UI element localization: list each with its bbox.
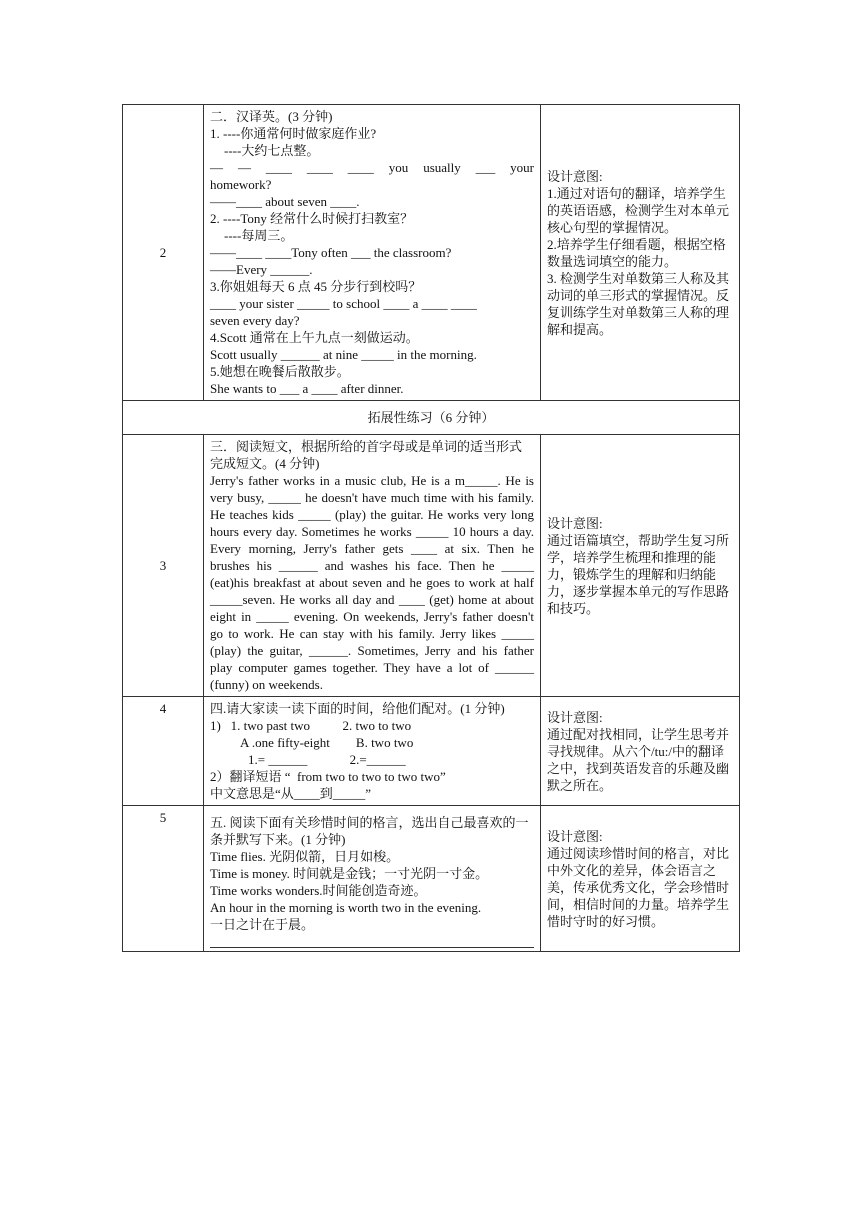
table-row-4 [123,697,740,806]
intent-label: 设计意图: [547,168,603,184]
matching-line: 1.= ______ 2.=______ [248,752,406,767]
intent-text: 3. 检测学生对单数第三人称及其动词的单三形式的掌握情况。反复训练学生对单数第三人称的理解和提高。 [547,270,730,337]
proverb-line: Time is money. 时间就是金钱；一寸光阴一寸金。 [210,866,489,881]
row-number: 2 [123,105,204,401]
design-intent [541,697,740,806]
exercise-matching [204,697,541,806]
exercise-proverbs [204,806,541,952]
matching-line: 中文意思是“从____到_____” [210,786,372,801]
row-number: 3 [123,435,204,697]
matching-line: 1) 1. two past two 2. two to two [210,718,412,733]
exercise-title: 五. 阅读下面有关珍惜时间的格言，选出自己最喜欢的一条并默写下来。(1 分钟) [210,815,529,847]
table-row-2 [123,105,740,401]
question-line: ____ your sister _____ to school ____ a ____ ____ [210,296,477,311]
section-header-row [123,401,740,435]
question-line: 3.你姐姐每天 6 点 45 分步行到校吗？ [210,279,422,294]
worksheet-table [122,104,740,952]
intent-text: 通过配对找相同，让学生思考并寻找规律。从六个/tu:/中的翻译之中，找到英语发音的乐趣及幽默之所在。 [547,726,730,793]
intent-text: 2.培养学生仔细看题，根据空格数量选词填空的能力。 [547,236,726,269]
row-number: 5 [123,806,204,952]
intent-label: 设计意图: [547,828,603,844]
reading-passage: Jerry's father works in a music club, He is a m_____. He is very busy, _____ he doesn't have much time with his family. He teaches kids _____ (play) the guitar. He works very long hours every day. Sometimes he works _____ 10 hours a day. Every morning, Jerry's father gets ____ at six. Then he brushes his ______ and washes his face. Then he _____ (eat)his breakfast at about seven and he goes to work at half _____seven. He works all day and ____ (get) home at about eight in _____ evening. On weekends, Jerry's father doesn't go to work. He can stay with his family. Jerry likes _____ (play) the guitar, ______. Sometimes, Jerry and his father play computer games together. They have a lot of ______ (funny) on weekends. [210,473,534,692]
design-intent [541,806,740,952]
question-line: ----每周三。 [224,228,294,243]
exercise-translation [204,105,541,401]
section-header: 拓展性练习（6 分钟） [123,401,740,435]
intent-label: 设计意图: [547,709,603,725]
question-line: ----大约七点整。 [224,143,320,158]
intent-text: 通过阅读珍惜时间的格言，对比中外文化的差异，体会语言之美，传承优秀文化，学会珍惜时间，相信时间的力量。培养学生惜时守时的好习惯。 [547,845,730,929]
question-line: Scott usually ______ at nine _____ in the morning. [210,347,477,362]
question-line: 2. ----Tony 经常什么时候打扫教室？ [210,211,414,226]
intent-text: 通过语篇填空，帮助学生复习所学，培养学生梳理和推理的能力，锻炼学生的理解和归纳能力，逐步掌握本单元的写作思路和技巧。 [547,532,730,616]
question-line: ——____ ____Tony often ___ the classroom? [210,245,452,260]
question-line: 5.她想在晚餐后散散步。 [210,364,350,379]
proverb-line: Time flies. 光阴似箭，日月如梭。 [210,849,400,864]
exercise-title: 四.请大家读一读下面的时间，给他们配对。(1 分钟) [210,701,505,716]
row-number: 4 [123,697,204,806]
question-line: ——____ about seven ____. [210,194,360,209]
question-line: 4.Scott 通常在上午九点一刻做运动。 [210,330,419,345]
exercise-reading [204,435,541,697]
question-line: She wants to ___ a ____ after dinner. [210,381,404,396]
proverb-line: An hour in the morning is worth two in the evening. [210,900,482,915]
question-line: seven every day? [210,313,300,328]
design-intent [541,105,740,401]
table-row-5 [123,806,740,952]
intent-label: 设计意图: [547,515,603,531]
matching-line: 2）翻译短语 “ from two to two to two two” [210,769,446,784]
exercise-title: 三．阅读短文，根据所给的首字母或是单词的适当形式完成短文。(4 分钟) [210,439,523,471]
question-line: ——Every ______. [210,262,313,277]
answer-blank-line[interactable] [210,943,534,948]
table-row-3 [123,435,740,697]
question-line: 1. ----你通常何时做家庭作业? [210,126,377,141]
matching-line: A .one fifty-eight B. two two [240,735,414,750]
question-line: — — ____ ____ ____ you usually ___ your [210,160,534,175]
question-line: homework? [210,177,272,192]
proverb-line: Time works wonders.时间能创造奇迹。 [210,883,427,898]
exercise-title: 二．汉译英。(3 分钟) [210,109,333,124]
proverb-line: 一日之计在于晨。 [210,917,315,932]
intent-text: 1.通过对语句的翻译，培养学生的英语语感，检测学生对本单元核心句型的掌握情况。 [547,185,730,235]
design-intent [541,435,740,697]
